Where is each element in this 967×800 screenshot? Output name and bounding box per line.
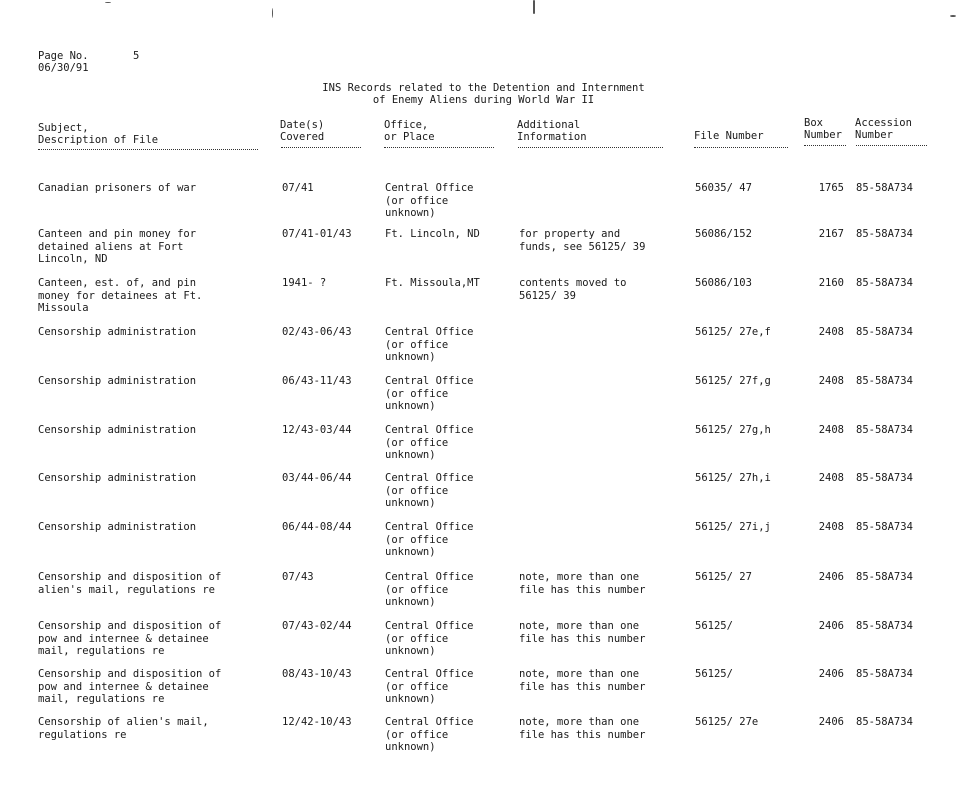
row-info: for property and funds, see 56125/ 39 xyxy=(519,228,646,253)
row-office: Ft. Lincoln, ND xyxy=(385,228,480,240)
row-box-number: 2408 xyxy=(818,375,844,387)
col-info-header-2: Information xyxy=(517,131,587,143)
row-file-number: 56035/ 47 xyxy=(695,182,752,194)
row-office: Central Office (or office unknown) xyxy=(385,620,474,657)
row-accession-number: 85-58A734 xyxy=(856,375,913,387)
row-subject: Censorship administration xyxy=(38,326,197,338)
row-file-number: 56125/ 27i,j xyxy=(695,521,771,533)
row-office: Central Office (or office unknown) xyxy=(385,521,474,558)
info-header-rule xyxy=(518,147,663,148)
col-box-header-2: Number xyxy=(804,129,842,141)
row-subject: Canadian prisoners of war xyxy=(38,182,197,194)
col-acc-header-1: Accession xyxy=(855,117,912,129)
row-dates: 07/43-02/44 xyxy=(282,620,352,632)
page-number: 5 xyxy=(133,50,140,62)
row-dates: 07/41-01/43 xyxy=(282,228,352,240)
row-dates: 07/41 xyxy=(282,182,314,194)
row-dates: 03/44-06/44 xyxy=(282,472,352,484)
row-box-number: 2408 xyxy=(818,521,844,533)
col-dates-header-2: Covered xyxy=(280,131,325,143)
file-header-rule xyxy=(694,147,788,148)
row-dates: 07/43 xyxy=(282,571,314,583)
row-box-number: 2406 xyxy=(818,571,844,583)
row-file-number: 56125/ 27g,h xyxy=(695,424,771,436)
acc-header-rule xyxy=(856,145,927,146)
box-header-rule xyxy=(804,145,846,146)
office-header-rule xyxy=(384,147,494,148)
row-subject: Censorship of alien's mail, regulations re xyxy=(38,716,209,741)
col-subject-header-2: Description of File xyxy=(38,134,159,146)
col-subject-header-1: Subject, xyxy=(38,122,89,134)
col-box-header-1: Box xyxy=(804,117,823,129)
report-date: 06/30/91 xyxy=(38,62,89,74)
row-subject: Censorship administration xyxy=(38,521,197,533)
row-box-number: 1765 xyxy=(818,182,844,194)
row-box-number: 2406 xyxy=(818,668,844,680)
col-file-header: File Number xyxy=(694,130,764,142)
row-dates: 06/44-08/44 xyxy=(282,521,352,533)
dates-header-rule xyxy=(281,147,361,148)
row-subject: Censorship and disposition of pow and internee & detainee mail, regulations re xyxy=(38,620,222,657)
scan-speck xyxy=(533,0,535,14)
row-box-number: 2406 xyxy=(818,716,844,728)
row-file-number: 56086/103 xyxy=(695,277,752,289)
row-office: Central Office (or office unknown) xyxy=(385,716,474,753)
row-accession-number: 85-58A734 xyxy=(856,277,913,289)
row-dates: 02/43-06/43 xyxy=(282,326,352,338)
row-file-number: 56125/ 27e,f xyxy=(695,326,771,338)
row-accession-number: 85-58A734 xyxy=(856,326,913,338)
subject-header-rule xyxy=(38,149,258,150)
row-box-number: 2160 xyxy=(818,277,844,289)
row-office: Central Office (or office unknown) xyxy=(385,472,474,509)
row-dates: 1941- ? xyxy=(282,277,327,289)
col-office-header-2: or Place xyxy=(384,131,435,143)
row-file-number: 56125/ 27h,i xyxy=(695,472,771,484)
row-accession-number: 85-58A734 xyxy=(856,620,913,632)
col-office-header-1: Office, xyxy=(384,119,429,131)
row-dates: 12/43-03/44 xyxy=(282,424,352,436)
scan-speck xyxy=(950,15,956,17)
row-office: Central Office (or office unknown) xyxy=(385,326,474,363)
row-box-number: 2406 xyxy=(818,620,844,632)
row-accession-number: 85-58A734 xyxy=(856,668,913,680)
row-office: Central Office (or office unknown) xyxy=(385,571,474,608)
row-info: note, more than one file has this number xyxy=(519,668,646,693)
row-accession-number: 85-58A734 xyxy=(856,716,913,728)
row-dates: 12/42-10/43 xyxy=(282,716,352,728)
scan-speck xyxy=(272,8,273,18)
row-accession-number: 85-58A734 xyxy=(856,424,913,436)
col-info-header-1: Additional xyxy=(517,119,581,131)
row-box-number: 2408 xyxy=(818,424,844,436)
row-subject: Censorship and disposition of pow and internee & detainee mail, regulations re xyxy=(38,668,222,705)
row-accession-number: 85-58A734 xyxy=(856,472,913,484)
row-box-number: 2167 xyxy=(818,228,844,240)
row-box-number: 2408 xyxy=(818,472,844,484)
row-subject: Censorship and disposition of alien's mail, regulations re xyxy=(38,571,222,596)
row-office: Central Office (or office unknown) xyxy=(385,182,474,219)
row-info: note, more than one file has this number xyxy=(519,620,646,645)
row-info: contents moved to 56125/ 39 xyxy=(519,277,627,302)
row-file-number: 56125/ 27e xyxy=(695,716,759,728)
col-acc-header-2: Number xyxy=(855,129,893,141)
row-office: Central Office (or office unknown) xyxy=(385,375,474,412)
row-file-number: 56125/ 27f,g xyxy=(695,375,771,387)
row-subject: Censorship administration xyxy=(38,424,197,436)
row-dates: 06/43-11/43 xyxy=(282,375,352,387)
row-office: Central Office (or office unknown) xyxy=(385,424,474,461)
row-subject: Canteen, est. of, and pin money for detainees at Ft. Missoula xyxy=(38,277,203,314)
row-accession-number: 85-58A734 xyxy=(856,182,913,194)
row-file-number: 56125/ xyxy=(695,620,733,632)
row-accession-number: 85-58A734 xyxy=(856,571,913,583)
col-dates-header-1: Date(s) xyxy=(280,119,325,131)
row-office: Ft. Missoula,MT xyxy=(385,277,480,289)
row-file-number: 56086/152 xyxy=(695,228,752,240)
row-subject: Censorship administration xyxy=(38,472,197,484)
scan-speck xyxy=(105,2,111,3)
report-title-line-1: INS Records related to the Detention and Internment xyxy=(322,82,645,94)
row-subject: Censorship administration xyxy=(38,375,197,387)
page-label: Page No. xyxy=(38,50,89,62)
row-info: note, more than one file has this number xyxy=(519,571,646,596)
row-accession-number: 85-58A734 xyxy=(856,228,913,240)
report-title-line-2: of Enemy Aliens during World War II xyxy=(372,94,595,106)
row-office: Central Office (or office unknown) xyxy=(385,668,474,705)
row-subject: Canteen and pin money for detained aliens at Fort Lincoln, ND xyxy=(38,228,197,265)
row-info: note, more than one file has this number xyxy=(519,716,646,741)
row-accession-number: 85-58A734 xyxy=(856,521,913,533)
row-box-number: 2408 xyxy=(818,326,844,338)
row-file-number: 56125/ 27 xyxy=(695,571,752,583)
row-dates: 08/43-10/43 xyxy=(282,668,352,680)
row-file-number: 56125/ xyxy=(695,668,733,680)
